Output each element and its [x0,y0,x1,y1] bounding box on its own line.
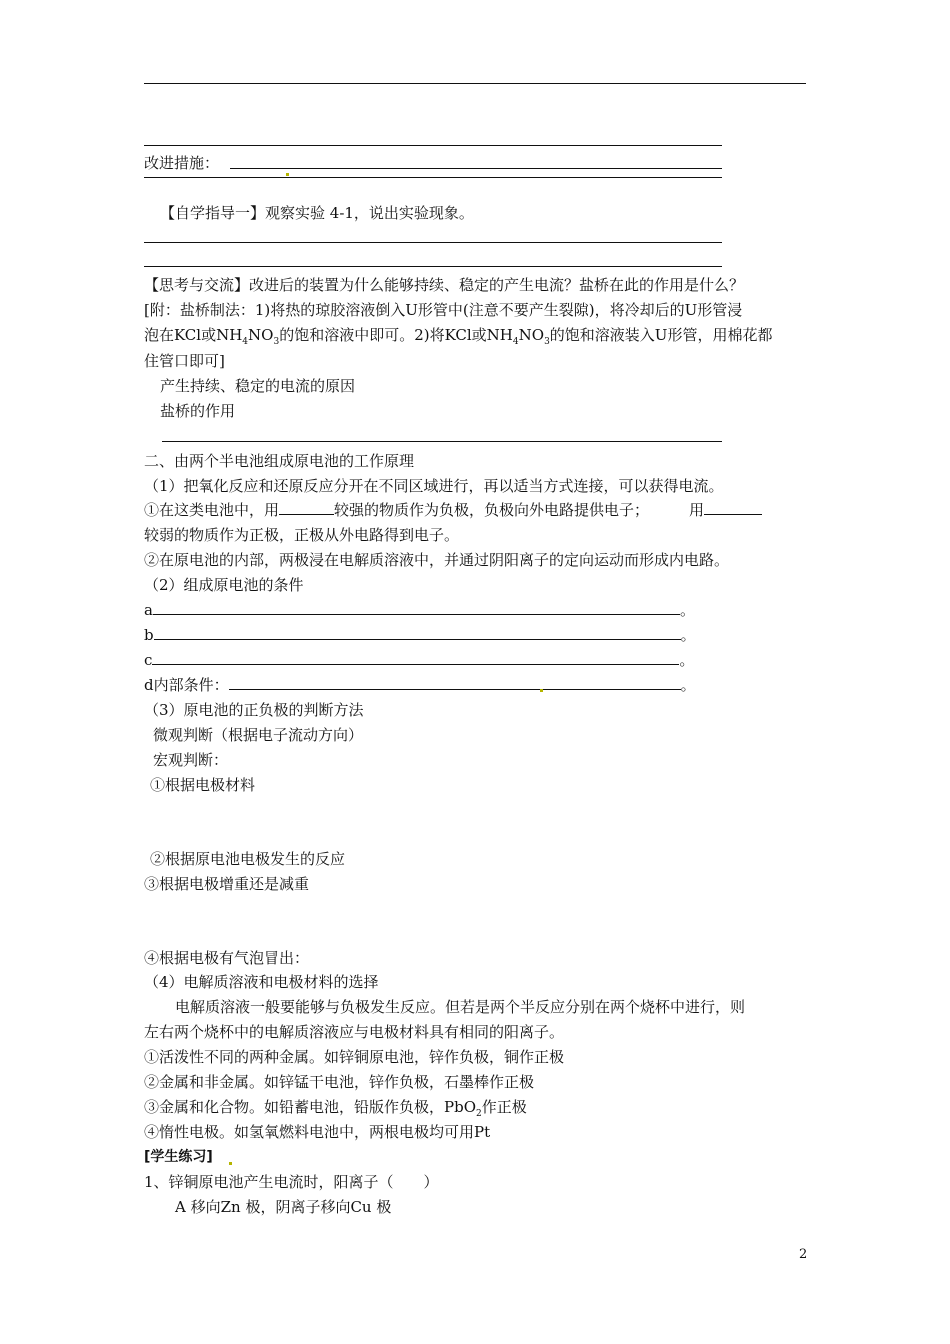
reform-answer-line [230,168,722,169]
discuss-line3: 泡在KCl或$NH_4NO_3$的饱和溶液中即可。2)将KCl或$NH_4NO_3$的饱和溶液装入U形管，用棉花都 [144,326,773,347]
section2-p2: ①在这类电池中，用 较强的物质作为负极，负极向外电路提供电子； 用 [144,500,762,520]
condition-d: d内部条件： 。 [144,676,696,694]
section2-p9: 左右两个烧杯中的电解质溶液应与电极材料具有相同的阳离子。 [144,1023,565,1041]
example-2: ②金属和非金属。如锌锰干电池，锌作负极，石墨棒作正极 [144,1073,535,1091]
top-rule [144,83,806,84]
answer-line [144,177,722,178]
reason-label: 产生持续、稳定的电流的原因 [160,377,356,395]
example-4: ④惰性电极。如氢氧燃料电池中，两根电极均可用Pt [144,1123,491,1141]
section2-p1: （1）把氧化反应和还原反应分开在不同区域进行，再以适当方式连接，可以获得电流。 [144,477,724,495]
question-1: 1、锌铜原电池产生电流时，阳离子（ ） [144,1173,439,1191]
question-1-option-a: A 移向Zn 极，阴离子移向Cu 极 [175,1198,392,1216]
practice-title: [学生练习] [144,1149,213,1165]
section2-p4: ②在原电池的内部，两极浸在电解质溶液中，并通过阴阳离子的定向运动而形成内电路。 [144,551,730,569]
macro-judge: 宏观判断： [153,751,229,769]
fill-blank [154,625,681,640]
discuss-line4: 住管口即可] [144,352,225,370]
section2-p6: （3）原电池的正负极的判断方法 [144,701,364,719]
answer-line [144,242,722,243]
fill-blank [229,675,681,690]
speck-mark [286,173,289,176]
condition-a: a 。 [144,601,695,619]
section2-title: 二、由两个半电池组成原电池的工作原理 [144,452,415,470]
fill-blank [152,650,679,665]
guide1-text: 【自学指导一】观察实验 4-1，说出实验现象。 [160,204,474,222]
reform-label: 改进措施： [144,154,220,172]
fill-blank [704,500,762,515]
method-1: ①根据电极材料 [150,776,256,794]
discuss-line1: 【思考与交流】改进后的装置为什么能够持续、稳定的产生电流？盐桥在此的作用是什么？ [144,276,745,294]
fill-blank [153,600,680,615]
method-2: ②根据原电池电极发生的反应 [150,850,346,868]
answer-line [144,145,722,146]
condition-c: c 。 [144,651,695,669]
speck-mark [229,1162,232,1165]
method-4: ④根据电极有气泡冒出： [144,949,310,967]
section2-p3: 较弱的物质作为正极，正极从外电路得到电子。 [144,526,460,544]
saltbridge-label: 盐桥的作用 [160,402,236,420]
speck-mark [540,689,543,692]
discuss-line2: [附：盐桥制法：1)将热的琼胶溶液倒入U形管中(注意不要产生裂隙)，将冷却后的U形管浸 [144,301,743,319]
example-1: ①活泼性不同的两种金属。如锌铜原电池，锌作负极，铜作正极 [144,1048,565,1066]
answer-line [144,266,722,267]
section2-p8: 电解质溶液一般要能够与负极发生反应。但若是两个半反应分别在两个烧杯中进行，则 [175,998,746,1016]
section2-p5: （2）组成原电池的条件 [144,576,304,594]
page-number: 2 [799,1247,808,1262]
section2-p7: （4）电解质溶液和电极材料的选择 [144,973,379,991]
method-3: ③根据电极增重还是减重 [144,875,310,893]
answer-line [162,441,722,442]
condition-b: b 。 [144,626,696,644]
example-3: ③金属和化合物。如铅蓄电池，铅版作负极，PbO$_2$作正极 [144,1098,527,1119]
fill-blank [279,500,334,515]
micro-judge: 微观判断（根据电子流动方向） [153,726,364,744]
